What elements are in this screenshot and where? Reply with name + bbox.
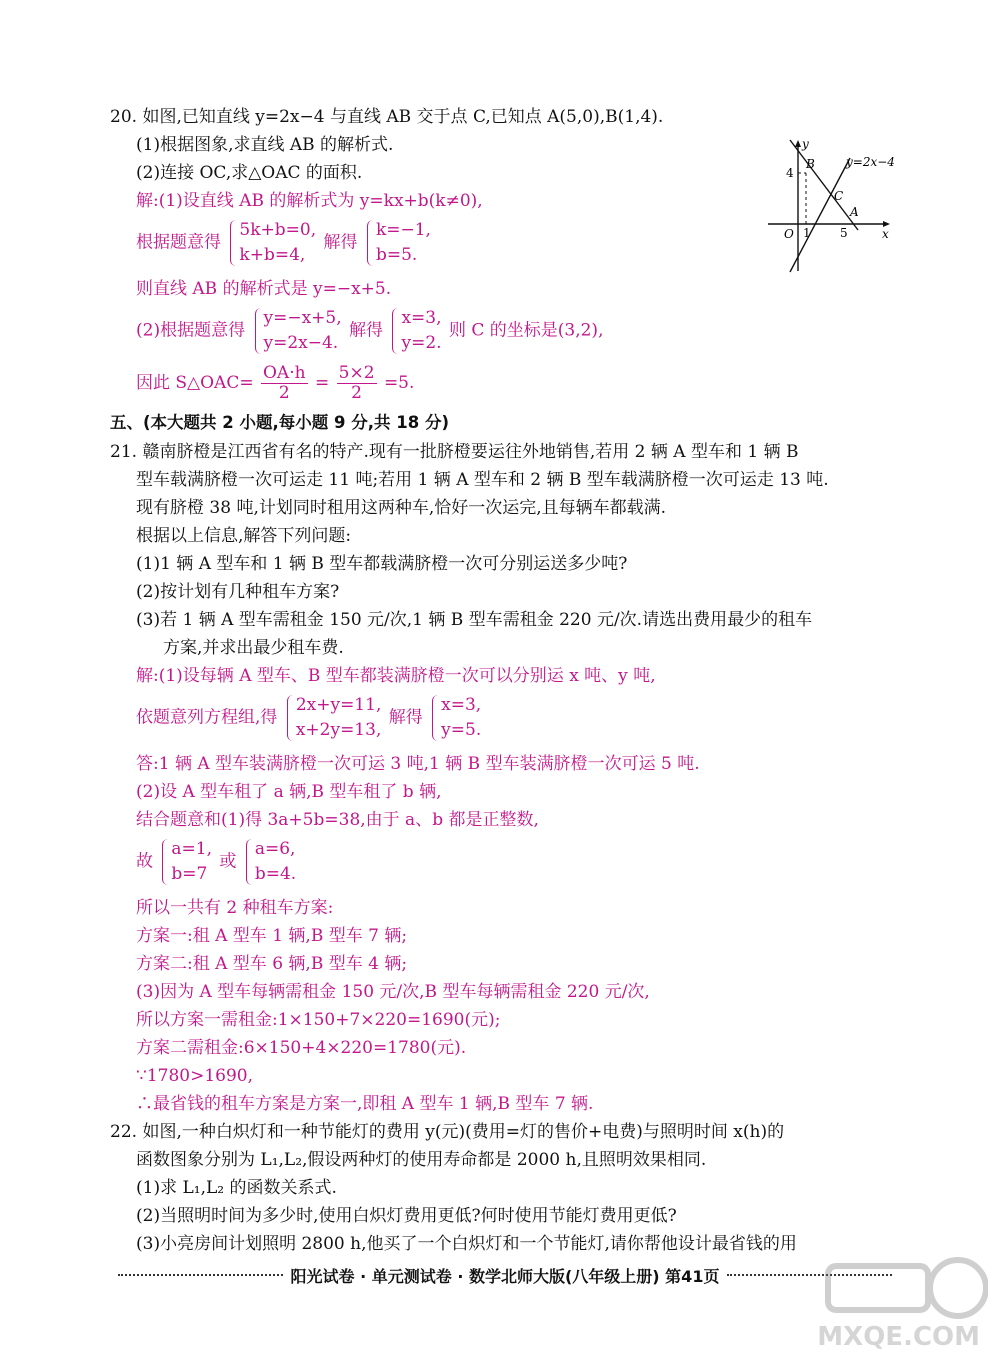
q20-system1-sol1: k=−1,: [375, 220, 431, 240]
q20-frac1-num: OA·h: [263, 363, 306, 383]
q21-system2-eq1: a=1,: [171, 839, 213, 859]
q21-system2-option1: [160, 837, 212, 887]
q21-answer-line9: 方案二:租 A 型车 6 辆,B 型车 4 辆;: [136, 954, 408, 974]
footer-dots-left: [118, 1274, 283, 1276]
q20-graph: [760, 136, 900, 276]
q21-stem-line1: 21. 赣南脐橙是江西省有名的特产.现有一批脐橙要运往外地销售,若用 2 辆 A 型车和 1 辆 B: [110, 442, 799, 462]
q21-answer-line10: (3)因为 A 型车每辆需租金 150 元/次,B 型车每辆需租金 220 元/次,: [136, 982, 650, 1002]
q20-area-post: =5.: [383, 373, 415, 393]
q22-stem-line1: 22. 如图,一种白炽灯和一种节能灯的费用 y(元)(费用=灯的售价+电费)与照明时间 x(h)的: [110, 1122, 785, 1142]
q21-part1: (1)1 辆 A 型车和 1 辆 B 型车都载满脐橙一次可分别运送多少吨?: [136, 554, 628, 574]
footer-text: 阳光试卷 · 单元测试卷 · 数学北师大版(八年级上册) 第41页: [290, 1266, 720, 1286]
q21-answer-line13: ∵1780>1690,: [136, 1066, 253, 1086]
graph-label-c: C: [834, 189, 844, 203]
graph-label-y: y: [802, 137, 809, 151]
q20-area-pre: 因此 S△OAC=: [136, 373, 254, 393]
q21-system1-eq2: x+2y=13,: [295, 720, 382, 740]
q21-answer-line4: (2)设 A 型车租了 a 辆,B 型车租了 b 辆,: [136, 782, 442, 802]
q21-system1-sol1: x=3,: [441, 695, 482, 715]
q20-system2-mid: 解得: [349, 320, 384, 341]
q21-answer-line1: 解:(1)设每辆 A 型车、B 型车都装满脐橙一次可以分别运 x 吨、y 吨,: [136, 666, 656, 686]
q20-area-eq: =: [314, 373, 330, 393]
q20-system2-pre: (2)根据题意得: [136, 320, 246, 341]
q20-system2-solution: [390, 306, 441, 356]
graph-tick-5: 5: [840, 226, 848, 240]
graph-tick-1: 1: [803, 226, 811, 240]
q21-answer-line5: 结合题意和(1)得 3a+5b=38,由于 a、b 都是正整数,: [136, 810, 539, 830]
q20-part2: (2)连接 OC,求△OAC 的面积.: [136, 163, 363, 183]
q20-stem: 20. 如图,已知直线 y=2x−4 与直线 AB 交于点 C,已知点 A(5,0),B(1,4).: [110, 107, 664, 127]
q21-part3-line2: 方案,并求出最少租车费.: [163, 638, 344, 658]
q21-system2-sol1: a=6,: [254, 839, 296, 859]
q21-system1-sol2: y=5.: [441, 720, 482, 740]
q22-part1: (1)求 L₁,L₂ 的函数关系式.: [136, 1178, 337, 1198]
q20-area-formula: [136, 364, 414, 403]
q21-answer-line3: 答:1 辆 A 型车装满脐橙一次可运 3 吨,1 辆 B 型车装满脐橙一次可运 5 吨.: [136, 754, 700, 774]
q21-answer-line7: 所以一共有 2 种租车方案:: [136, 898, 334, 918]
q21-answer-line14: ∴最省钱的租车方案是方案一,即租 A 型车 1 辆,B 型车 7 辆.: [136, 1094, 594, 1114]
q21-system1-solution: [430, 693, 481, 743]
q21-system1-equations: [285, 693, 382, 743]
graph-y-arrow: [795, 140, 801, 147]
graph-label-x: x: [882, 227, 889, 241]
q21-system1-mid: 解得: [388, 707, 423, 728]
q20-system1-mid: 解得: [323, 232, 358, 253]
q20-system2-sol1: x=3,: [401, 308, 442, 328]
q21-answer-line11: 所以方案一需租金:1×150+7×220=1690(元);: [136, 1010, 501, 1030]
q22-part2: (2)当照明时间为多少时,使用白炽灯费用更低?何时使用节能灯费用更低?: [136, 1206, 677, 1226]
q20-system1-equations: [228, 218, 316, 268]
q20-answer-line3: 则直线 AB 的解析式是 y=−x+5.: [136, 279, 392, 299]
watermark-text: MXQE.COM: [817, 1322, 980, 1352]
q20-system2-equations: [253, 306, 342, 356]
q21-system2-sol2: b=4.: [254, 864, 297, 884]
q21-system2-pre: 故: [136, 851, 153, 872]
q20-system1-eq2: k+b=4,: [239, 245, 306, 265]
q20-system1-eq1: 5k+b=0,: [239, 220, 317, 240]
q21-answer-system2: [136, 837, 298, 887]
q21-stem-line2: 型车载满脐橙一次可运走 11 吨;若用 1 辆 A 型车和 2 辆 B 型车载满脐橙一次可运走 13 吨.: [136, 470, 829, 490]
q21-system1-eq1: 2x+y=11,: [295, 695, 382, 715]
q21-system1-pre: 依题意列方程组,得: [136, 707, 278, 728]
q21-answer-system1: [136, 693, 483, 743]
q20-frac1-den: 2: [278, 383, 290, 403]
q20-system1-pre: 根据题意得: [136, 232, 221, 253]
q21-system2-option2: [244, 837, 296, 887]
q20-area-fraction1: [261, 364, 308, 403]
section-5-title: 五、(本大题共 2 小题,每小题 9 分,共 18 分): [110, 413, 450, 432]
q20-system2-eq2: y=2x−4.: [263, 333, 339, 353]
q20-area-fraction2: [337, 364, 377, 403]
q20-frac2-num: 5×2: [338, 363, 375, 383]
page-footer: [110, 1264, 900, 1286]
q20-frac2-den: 2: [351, 383, 362, 403]
graph-label-origin: O: [784, 227, 794, 241]
q21-stem-line4: 根据以上信息,解答下列问题:: [136, 526, 352, 546]
q21-stem-line3: 现有脐橙 38 吨,计划同时租用这两种车,恰好一次运完,且每辆车都载满.: [136, 498, 667, 518]
q21-system2-eq2: b=7: [171, 864, 208, 884]
q21-part3-line1: (3)若 1 辆 A 型车需租金 150 元/次,1 辆 B 型车需租金 220 元/次.请选出费用最少的租车: [136, 610, 813, 630]
graph-line-label: y=2x−4: [846, 155, 895, 169]
q20-system1-solution: [365, 218, 431, 268]
q20-part1: (1)根据图象,求直线 AB 的解析式.: [136, 135, 394, 155]
q21-part2: (2)按计划有几种租车方案?: [136, 582, 340, 602]
graph-tick-4: 4: [786, 166, 794, 180]
q21-answer-line12: 方案二需租金:6×150+4×220=1780(元).: [136, 1038, 467, 1058]
q22-part3: (3)小亮房间计划照明 2800 h,他买了一个白炽灯和一个节能灯,请你帮他设计最省钱的用: [136, 1234, 797, 1254]
q20-answer-system2: [136, 306, 603, 356]
q20-system1-sol2: b=5.: [375, 245, 418, 265]
graph-label-b: B: [806, 157, 815, 171]
watermark-icon: [818, 1248, 988, 1328]
q20-system2-eq1: y=−x+5,: [263, 308, 342, 328]
graph-line-ab: [790, 140, 858, 230]
q20-answer-line1: 解:(1)设直线 AB 的解析式为 y=kx+b(k≠0),: [136, 191, 483, 211]
q21-answer-line8: 方案一:租 A 型车 1 辆,B 型车 7 辆;: [136, 926, 408, 946]
graph-line-2x-4: [790, 158, 850, 272]
watermark-logo: [818, 1248, 988, 1358]
q21-system2-mid: 或: [219, 851, 237, 872]
q20-system2-post: 则 C 的坐标是(3,2),: [448, 320, 604, 341]
graph-label-a: A: [850, 205, 859, 219]
q22-stem-line2: 函数图象分别为 L₁,L₂,假设两种灯的使用寿命都是 2000 h,且照明效果相同.: [136, 1150, 707, 1170]
q20-answer-system1: [136, 218, 433, 268]
q20-system2-sol2: y=2.: [401, 333, 442, 353]
